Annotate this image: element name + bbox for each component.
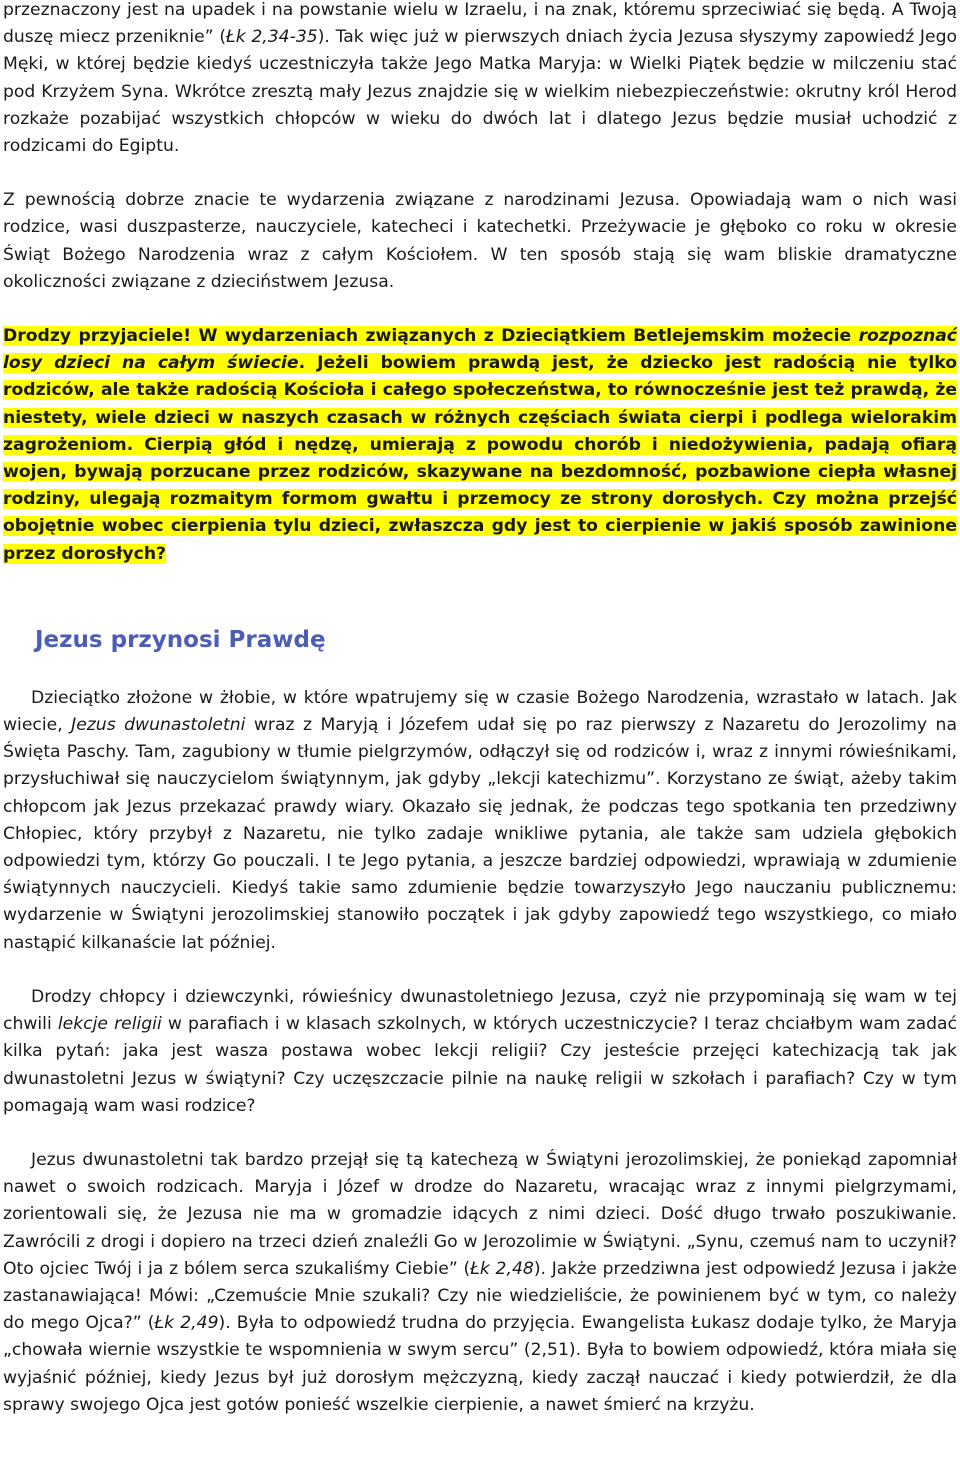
paragraph-text: ). Była to odpowiedź trudna do przyjęcia. Ewangelista Łukasz dodaje tylko, że Maryja „chowała wiernie wszystkie te wspomnienia w swym sercu” (2,51). Była to bowiem odpowiedź, która miała się wyjaśnić później, kiedy Jezus był już dorosłym mężczyzną, kiedy zaczął nauczać i kiedy potwierdził, że dla sprawy swojego Ojca jest gotów ponieść wszelkie cierpienie, a nawet śmierć na krzyżu. (3, 1313, 958, 1415)
paragraph-temple-finding (3, 1147, 957, 1419)
highlight-emphasis: rozpoznać losy dzieci na całym świecie (3, 326, 957, 374)
paragraph-continuation (3, 0, 957, 160)
italic-phrase: Jezus dwunastoletni (71, 715, 246, 736)
paragraph-text: Jezus dwunastoletni tak bardzo przejął się tą katechezą w Świątyni jerozolimskiej, że poniekąd zapomniał nawet o swoich rodzicach. Maryja i Józef w drodze do Nazaretu, wracając wraz z innymi pielgrzymami, zorientowali się, że Jezusa nie ma w gromadzie idących z nimi dzieci. Dość długo trwało poszukiwanie. Zawrócili z drogi i dopiero na trzeci dzień znaleźli Go w Jerozolimie w Świątyni. „Synu, czemuś nam to uczynił? Oto ojciec Twój i ja z bólem serca szukaliśmy Ciebie” ( (3, 1149, 957, 1279)
paragraph-text: przeznaczony jest na upadek i na powstanie wielu w Izraelu, i na znak, któremu sprzeciwiać się będą. A Twoją duszę miecz przeniknie” ( (3, 0, 957, 48)
paragraph-text: w parafiach i w klasach szkolnych, w których uczestniczycie? I teraz chciałbym wam zadać kilka pytań: jaka jest wasza postawa wobec lekcji religii? Czy jesteście przejęci katechizacją tak jak dwunastoletni Jezus w świątyni? Czy uczęszczacie pilnie na naukę religii w szkołach i parafiach? Czy w tym pomagają wam wasi rodzice? (3, 1014, 957, 1116)
scripture-reference: Łk 2,49 (154, 1313, 219, 1334)
paragraph-text: Z pewnością dobrze znacie te wydarzenia związane z narodzinami Jezusa. Opowiadają wam o nich wasi rodzice, wasi duszpasterze, nauczyciele, katecheci i katechetki. Przeżywacie je głęboko co roku w okresie Świąt Bożego Narodzenia wraz z całym Kościołem. W ten sposób stają się wam bliskie dramatyczne okoliczności związane z dzieciństwem Jezusa. (3, 190, 957, 292)
scripture-reference: Łk 2,48 (470, 1258, 534, 1279)
paragraph-text: ). Tak więc już w pierwszych dniach życia Jezusa słyszymy zapowiedź Jego Męki, w której będzie kiedyś uczestniczyła także Jego Matka Maryja: w Wielki Piątek będzie w milczeniu stać pod Krzyżem Syna. Wkrótce zresztą mały Jezus znajdzie się w wielkim niebezpieczeństwie: okrutny król Herod rozkaże pozabijać wszystkich chłopców w wieku do dwóch lat i dlatego Jezus będzie musiał uchodzić z rodzicami do Egiptu. (3, 27, 958, 157)
paragraph-text: wraz z Maryją i Józefem udał się po raz pierwszy z Nazaretu do Jerozolimy na Święta Paschy. Tam, zagubiony w tłumie pielgrzymów, odłączył się od rodziców i, wraz z innymi rówieśnikami, przysłuchiwał się nauczycielom świątynnym, jak gdyby „lekcji katechizmu”. Korzystano ze świąt, ażeby takim chłopcom jak Jezus przekazać prawdy wiary. Okazało się jednak, że podczas tego spotkania ten przedziwny Chłopiec, który przybył z Nazaretu, nie tylko zadaje wnikliwe pytania, ale także sam udziela głębokich odpowiedzi tym, którzy Go pouczali. I te Jego pytania, a jeszcze bardziej odpowiedzi, wprawiają w zdumienie świątynnych nauczycieli. Kiedyś takie samo zdumienie będzie towarzyszyło Jego nauczaniu publicznemu: wydarzenie w Świątyni jerozolimskiej stanowiło początek i jak gdyby zapowiedź tego wszystkiego, co miało nastąpić kilkanaście lat później. (3, 715, 957, 953)
highlighted-paragraph (3, 323, 957, 568)
italic-phrase: lekcje religii (57, 1014, 162, 1035)
paragraph-text: Dzieciątko złożone w żłobie, w które wpatrujemy się w czasie Bożego Narodzenia, wzrastało w latach. Jak wiecie, (3, 687, 957, 736)
paragraph-twelve-year-old (3, 685, 957, 957)
highlight-lead: Drodzy przyjaciele! W wydarzeniach związanych z Dzieciątkiem Betlejemskim możecie (3, 326, 859, 347)
paragraph-religion-lessons (3, 984, 957, 1120)
scripture-reference: Łk 2,34-35 (226, 27, 318, 48)
section-heading: Jezus przynosi Prawdę (35, 626, 326, 653)
highlight-rest: . Jeżeli bowiem prawdą jest, że dziecko jest radością nie tylko rodziców, ale także radością Kościoła i całego społeczeństwa, to równocześnie jest też prawdą, że niestety, wiele dzieci w naszych czasach w różnych częściach świata cierpi i podlega wielorakim zagrożeniom. Cierpią głód i nędzę, umierają z powodu chorób i niedożywienia, padają ofiarą wojen, bywają porzucane przez rodziców, skazywane na bezdomność, pozbawione ciepła własnej rodziny, ulegają rozmaitym formom gwałtu i przemocy ze strony dorosłych. Czy można przejść obojętnie wobec cierpienia tylu dzieci, zwłaszcza gdy jest to cierpienie w jakiś sposób zawinione przez dorosłych? (3, 353, 957, 564)
paragraph-text: ). Jakże przedziwna jest odpowiedź Jezusa i jakże zastanawiająca! Mówi: „Czemuście Mnie szukali? Czy nie wiedzieliście, że powinienem być w tym, co należy do mego Ojca?” ( (3, 1258, 957, 1334)
paragraph-text: Drodzy chłopcy i dziewczynki, rówieśnicy dwunastoletniego Jezusa, czyż nie przypominają się wam w tej chwili (3, 986, 957, 1035)
paragraph-events (3, 187, 957, 296)
